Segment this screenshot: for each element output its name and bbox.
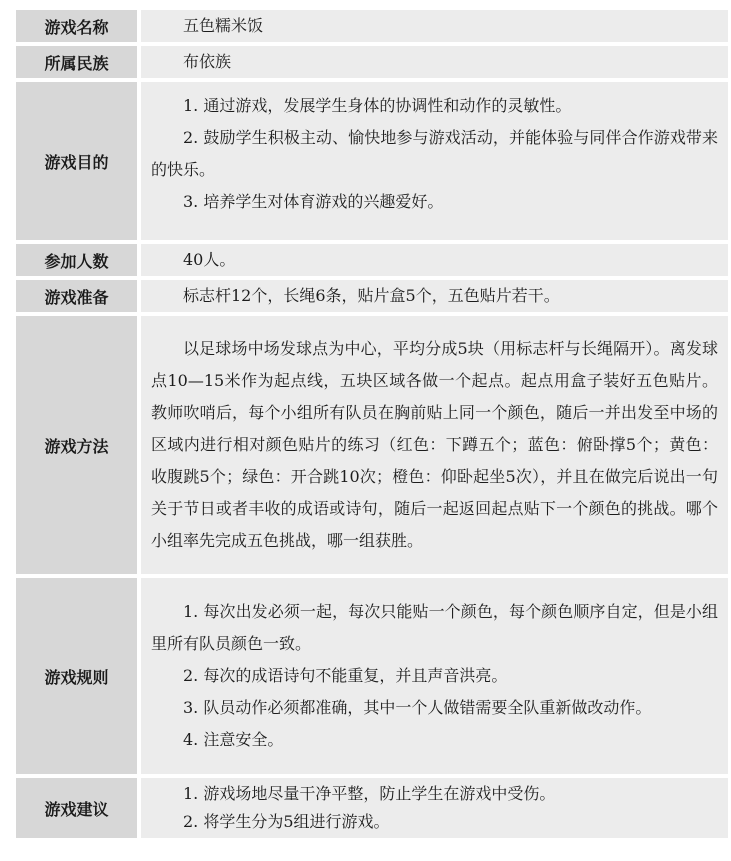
content-paragraph: 布依族: [183, 52, 232, 71]
content-paragraph: 4. 注意安全。: [183, 730, 284, 749]
row-label: 参加人数: [16, 244, 137, 276]
content-paragraph: 3. 培养学生对体育游戏的兴趣爱好。: [183, 192, 444, 211]
row-ethnic-group: [16, 46, 728, 78]
row-game-name: [16, 10, 728, 42]
content-paragraph: 2. 将学生分为5组进行游戏。: [183, 812, 390, 831]
game-info-table: [16, 6, 728, 842]
content-paragraph: 3. 队员动作必须都准确，其中一个人做错需要全队重新做改动作。: [183, 698, 652, 717]
row-content: [141, 82, 728, 240]
row-label: 游戏建议: [16, 778, 137, 838]
row-label: 游戏规则: [16, 578, 137, 774]
row-content: [141, 46, 728, 78]
content-paragraph: 五色糯米饭: [183, 16, 264, 35]
row-content: [141, 280, 728, 312]
row-label: 游戏目的: [16, 82, 137, 240]
row-game-purpose: [16, 82, 728, 240]
content-paragraph: 标志杆12个，长绳6条，贴片盒5个，五色贴片若干。: [183, 286, 560, 305]
row-participants: [16, 244, 728, 276]
row-game-method: [16, 316, 728, 574]
content-paragraph: 1. 游戏场地尽量干净平整，防止学生在游戏中受伤。: [183, 784, 556, 803]
content-paragraph: 2. 每次的成语诗句不能重复，并且声音洪亮。: [183, 666, 508, 685]
row-content: [141, 10, 728, 42]
row-preparation: [16, 280, 728, 312]
row-content: [141, 578, 728, 774]
row-label: 所属民族: [16, 46, 137, 78]
row-content: [141, 244, 728, 276]
row-game-suggestions: [16, 778, 728, 838]
row-content: [141, 316, 728, 574]
content-paragraph: 1. 通过游戏，发展学生身体的协调性和动作的灵敏性。: [183, 96, 572, 115]
content-paragraph: 1. 每次出发必须一起，每次只能贴一个颜色，每个颜色顺序自定，但是小组里所有队员颜色一致。: [151, 602, 718, 653]
content-paragraph: 40人。: [183, 250, 236, 269]
row-content: [141, 778, 728, 838]
content-paragraph: 2. 鼓励学生积极主动、愉快地参与游戏活动，并能体验与同伴合作游戏带来的快乐。: [151, 128, 718, 179]
row-game-rules: [16, 578, 728, 774]
row-label: 游戏名称: [16, 10, 137, 42]
row-label: 游戏准备: [16, 280, 137, 312]
row-label: 游戏方法: [16, 316, 137, 574]
content-paragraph: 以足球场中场发球点为中心，平均分成5块（用标志杆与长绳隔开）。离发球点10—15米作为起点线，五块区域各做一个起点。起点用盒子装好五色贴片。教师吹哨后，每个小组所有队员在胸前贴上同一个颜色，随后一并出发至中场的区域内进行相对颜色贴片的练习（红色：下蹲五个；蓝色：俯卧撑5个；黄色：收腹跳5个；绿色：开合跳10次；橙色：仰卧起坐5次），并且在做完后说出一句关于节日或者丰收的成语或诗句，随后一起返回起点贴下一个颜色的挑战。哪个小组率先完成五色挑战，哪一组获胜。: [151, 339, 718, 550]
